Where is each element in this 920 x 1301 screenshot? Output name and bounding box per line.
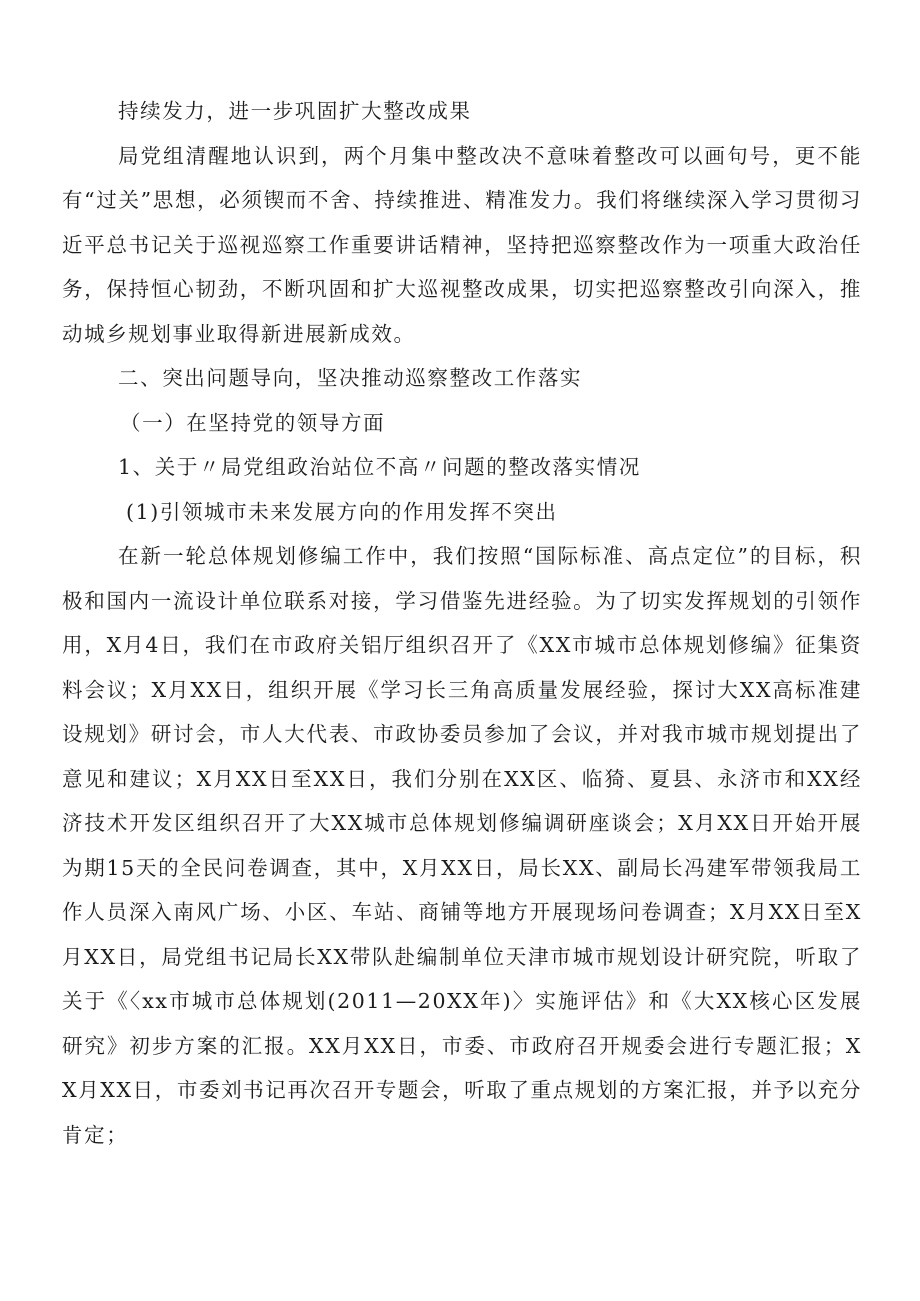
section-heading: 二、突出问题导向，坚决推动巡察整改工作落实 <box>118 366 583 390</box>
body-paragraph: 局党组清醒地认识到，两个月集中整改决不意味着整改可以画句号，更不能有“过关”思想，必须锲而不舍、持续推进、精准发力。我们将继续深入学习贯彻习近平总书记关于巡视巡察工作重要讲话精神，坚持把巡察整改作为一项重大政治任务，保持恒心韧劲，不断巩固和扩大巡视整改成果，切实把巡察整改引向深入，推动城乡规划事业取得新进展新成效。 <box>62 143 862 346</box>
subsection-heading: （一）在坚持党的领导方面 <box>120 410 386 435</box>
sub-item-heading: (1)引领城市未来发展方向的作用发挥不突出 <box>126 499 558 524</box>
document-body <box>62 89 862 1157</box>
item-heading: 1、关于〃局党组政治站位不高〃问题的整改落实情况 <box>118 455 641 479</box>
body-paragraph: 在新一轮总体规划修编工作中，我们按照“国际标准、高点定位”的目标，积极和国内一流设计单位联系对接，学习借鉴先进经验。为了切实发挥规划的引领作用，X月4日，我们在市政府关铝厅组织召开了《XX市城市总体规划修编》征集资料会议；X月XX日，组织开展《学习长三角高质量发展经验，探讨大XX高标准建设规划》研讨会，市人大代表、市政协委员参加了会议，并对我市城市规划提出了意见和建议；X月XX日至XX日，我们分别在XX区、临猗、夏县、永济市和XX经济技术开发区组织召开了大XX城市总体规划修编调研座谈会；X月XX日开始开展为期15天的全民问卷调查，其中，X月XX日，局长XX、副局长冯建军带领我局工作人员深入南风广场、小区、车站、商铺等地方开展现场问卷调查；X月XX日至X月XX日，局党组书记局长XX带队赴编制单位天津市城市规划设计研究院，听取了关于《〈xx市城市总体规划(2011—20XX年)〉实施评估》和《大XX核心区发展研究》初步方案的汇报。XX月XX日，市委、市政府召开规委会进行专题汇报；XX月XX日，市委刘书记再次召开专题会，听取了重点规划的方案汇报，并予以充分肯定； <box>62 544 862 1147</box>
section-heading: 持续发力，进一步巩固扩大整改成果 <box>118 99 472 123</box>
